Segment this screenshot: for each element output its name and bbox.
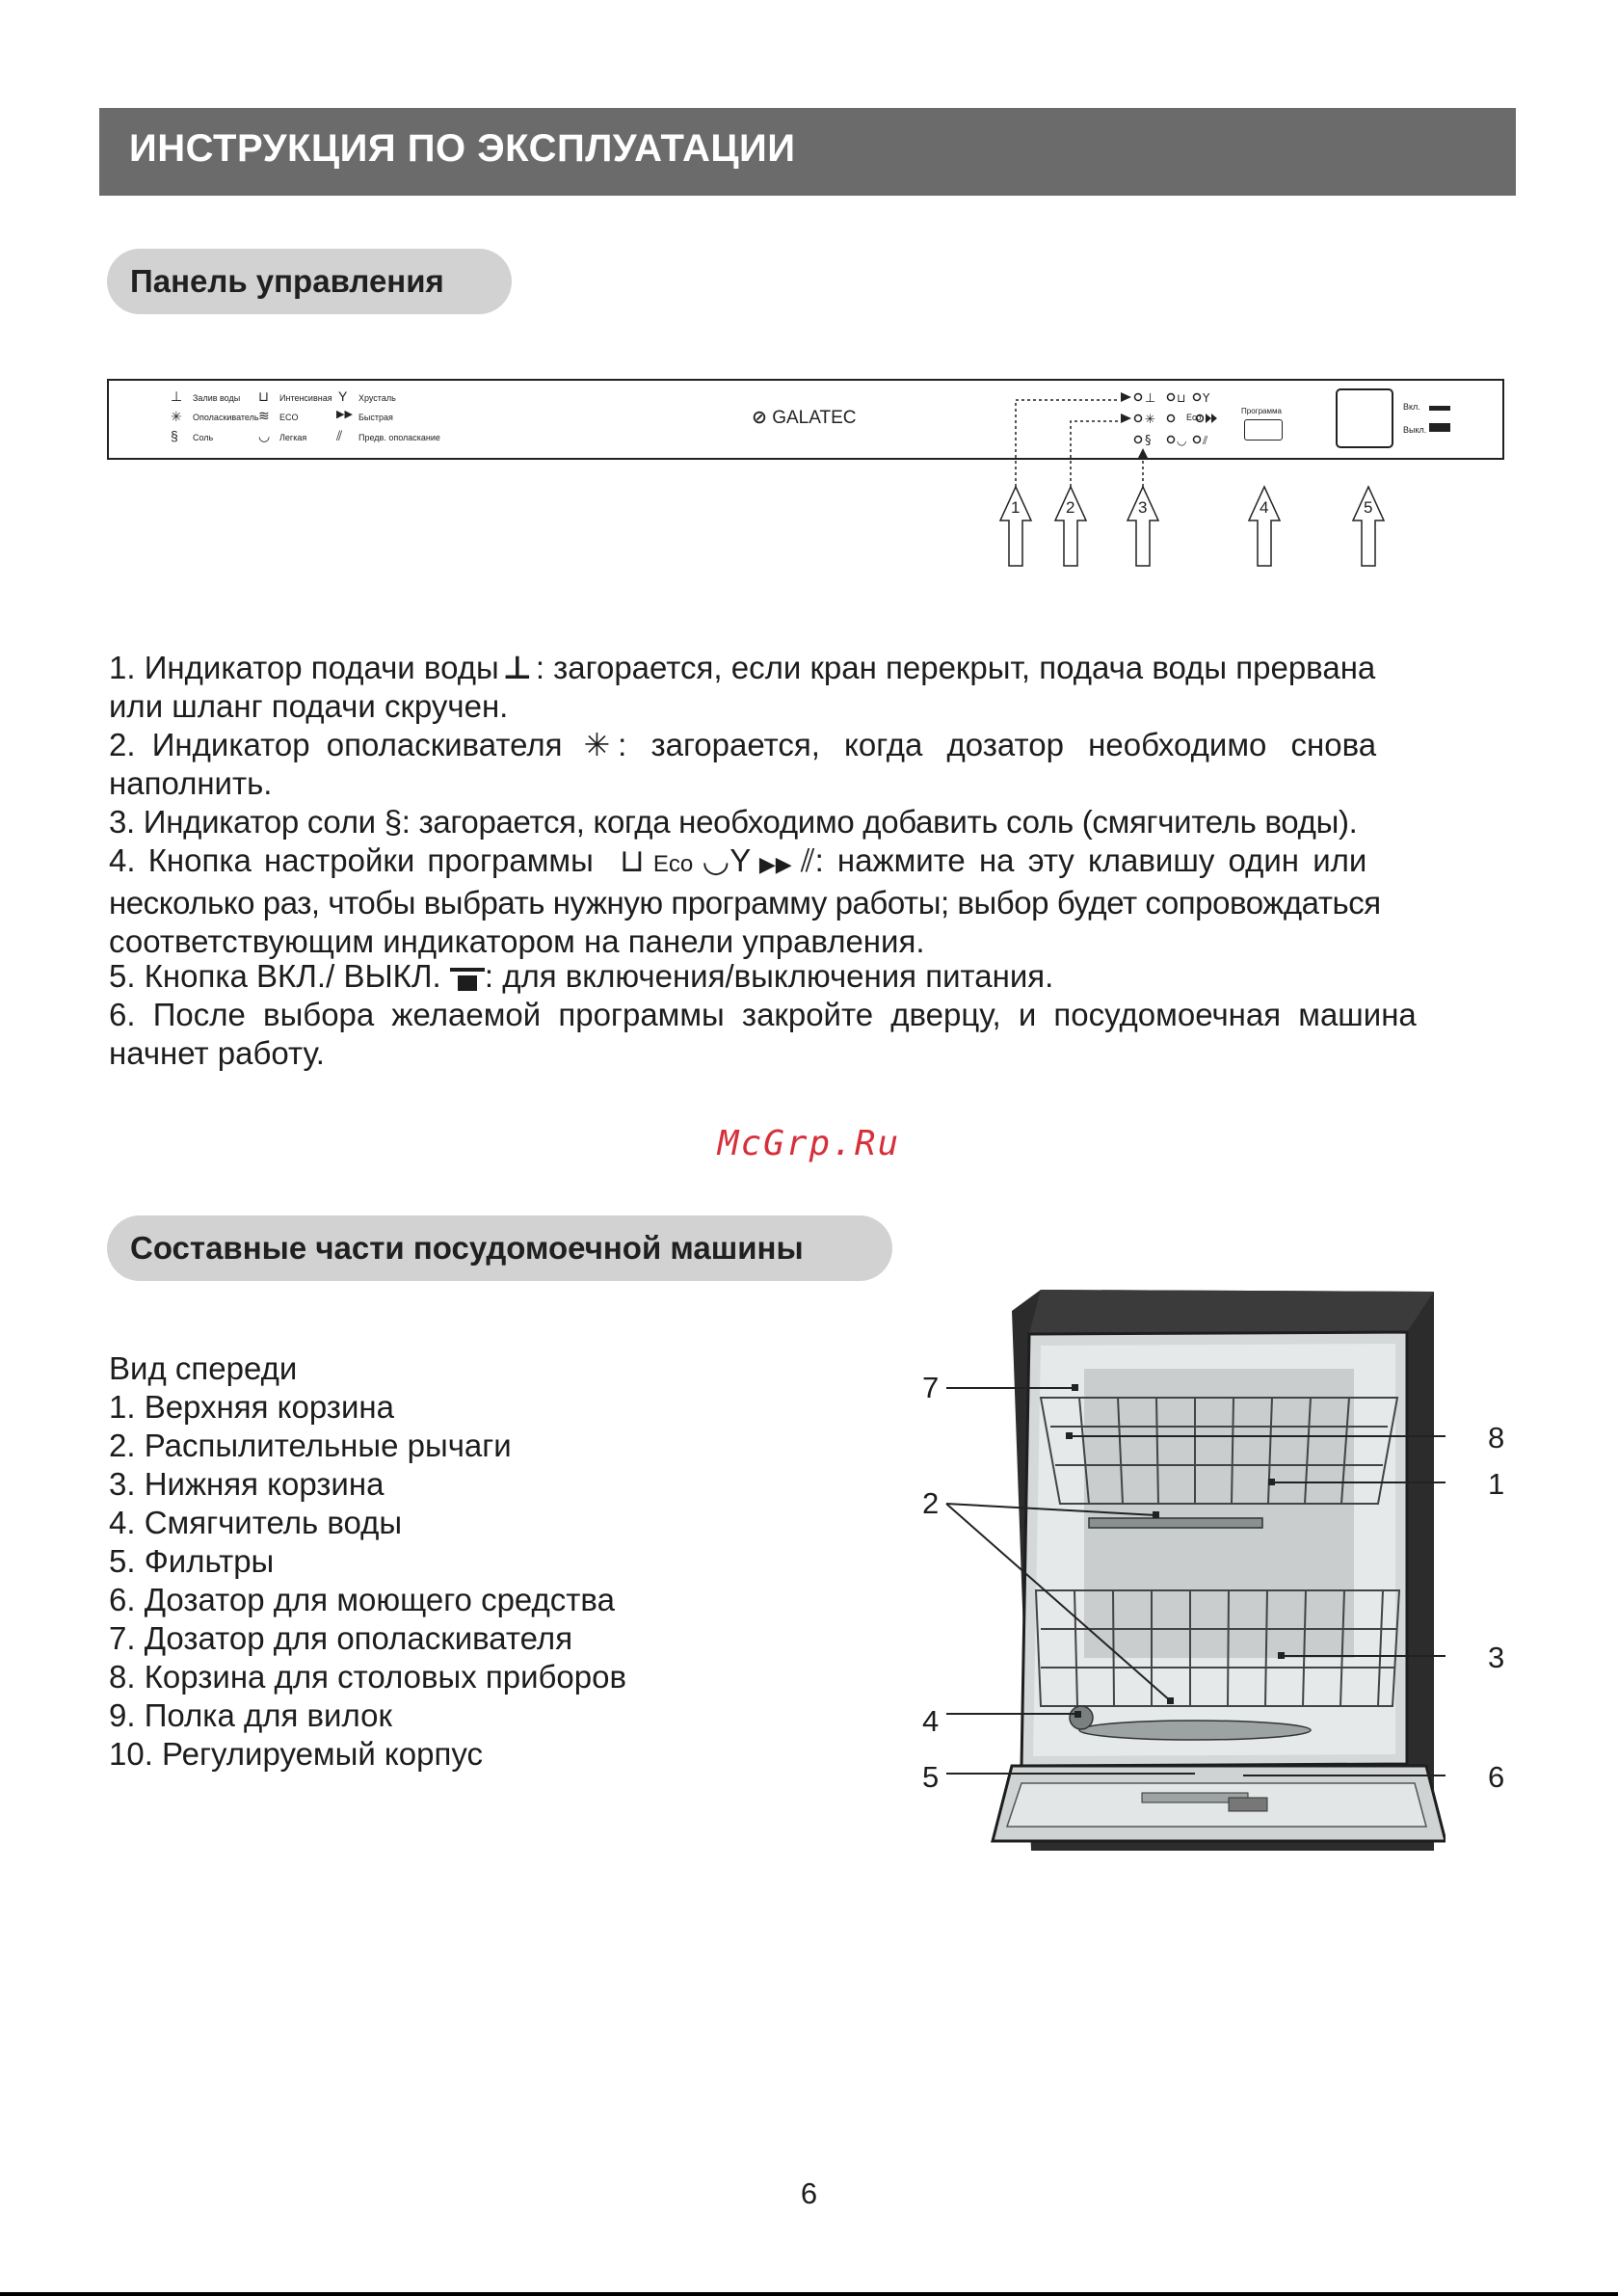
instruction-6-line1: 6. После выбора желаемой программы закройте дверцу, и посудомоечная машина xyxy=(109,997,1417,1032)
svg-text:§: § xyxy=(1145,434,1152,448)
instruction-1-text: : загорается, если кран перекрыт, подача воды прервана xyxy=(535,650,1376,685)
light-bowl-icon: ◡ xyxy=(258,428,271,443)
callout-2: 2 xyxy=(922,1486,940,1520)
fast-icon: ▶▶ xyxy=(336,409,353,420)
svg-text:Y: Y xyxy=(1203,391,1210,405)
eco-label: Eco xyxy=(652,851,694,877)
salt-indicator-icon: § xyxy=(384,804,402,840)
list-item: 9. Полка для вилок xyxy=(109,1697,392,1733)
legend-label-eco: ECO xyxy=(279,413,299,422)
callout-7: 7 xyxy=(922,1371,940,1404)
water-tap-icon: ⊥ xyxy=(502,650,532,685)
program-label: Программа xyxy=(1241,407,1282,415)
legend-label-intensive: Интенсивная xyxy=(279,393,332,403)
svg-text:✳: ✳ xyxy=(1145,413,1155,427)
glass-icon: Y xyxy=(338,388,348,404)
instruction-5-lead: 5. Кнопка ВКЛ./ ВЫКЛ. xyxy=(109,958,441,994)
instruction-5 xyxy=(109,957,1516,996)
section-title-parts: Составные части посудомоечной машины xyxy=(107,1215,892,1281)
glass-icon: Y xyxy=(729,842,751,878)
page-number: 6 xyxy=(800,2176,818,2210)
list-item: 5. Фильтры xyxy=(109,1543,275,1579)
callout-4: 4 xyxy=(922,1704,940,1738)
light-bowl-icon: ◡ xyxy=(702,842,730,878)
legend-label-prerinse: Предв. ополаскание xyxy=(358,433,440,442)
on-label: Вкл. xyxy=(1403,402,1420,412)
fast-icon: ▶▶ xyxy=(758,852,792,876)
instruction-3-text: : загорается, когда необходимо добавить соль (смягчитель воды). xyxy=(401,804,1358,840)
instruction-1-lead: 1. Индикатор подачи воды xyxy=(109,650,499,685)
brand-mark-icon: ⊘ xyxy=(752,408,767,428)
list-item: 1. Верхняя корзина xyxy=(109,1389,394,1425)
off-symbol-icon xyxy=(1429,423,1450,432)
brand-name: GALATEC xyxy=(772,408,857,428)
instruction-1 xyxy=(109,649,1506,726)
program-icons xyxy=(620,842,815,878)
legend-label-rinse: Ополаскиватель xyxy=(193,413,259,422)
instruction-6 xyxy=(109,996,1506,1073)
intensive-pot-icon: ⊔ xyxy=(258,388,269,404)
svg-text:⊥: ⊥ xyxy=(1145,391,1156,406)
list-item: 6. Дозатор для моющего средства xyxy=(109,1582,615,1617)
arrow-number-2: 2 xyxy=(1066,498,1075,517)
legend-label-glass: Хрусталь xyxy=(358,393,396,403)
faucet-icon: ⊥ xyxy=(171,388,183,404)
legend-label-salt: Соль xyxy=(193,433,214,442)
instruction-2-lead: 2. Индикатор ополаскивателя xyxy=(109,727,563,762)
rinse-aid-indicator-icon: ✳ xyxy=(583,727,611,762)
bottom-border xyxy=(0,2292,1618,2296)
callout-5: 5 xyxy=(922,1760,940,1794)
page-title: ИНСТРУКЦИЯ ПО ЭКСПЛУАТАЦИИ xyxy=(129,127,796,170)
arrow-number-4: 4 xyxy=(1260,498,1269,517)
instruction-2-continued: наполнить. xyxy=(109,765,273,801)
instruction-4-text: : нажмите на эту клавишу один или xyxy=(814,842,1367,878)
section-title-control-panel: Панель управления xyxy=(107,249,512,314)
parts-list xyxy=(109,1349,626,1774)
list-item: 3. Нижняя корзина xyxy=(109,1466,385,1502)
arrow-number-5: 5 xyxy=(1364,498,1373,517)
list-item: 10. Регулируемый корпус xyxy=(109,1736,483,1772)
rinse-aid-icon: ✳ xyxy=(171,409,182,424)
instruction-4-line2: несколько раз, чтобы выбрать нужную программу работы; выбор будет сопровождаться xyxy=(109,885,1381,921)
arrow-number-3: 3 xyxy=(1138,498,1148,517)
callout-3: 3 xyxy=(1488,1641,1505,1674)
instruction-4 xyxy=(109,841,1516,961)
instruction-3-lead: 3. Индикатор соли xyxy=(109,804,376,840)
instruction-4-lead: 4. Кнопка настройки программы xyxy=(109,842,594,878)
on-symbol-icon xyxy=(1429,406,1450,411)
instruction-1-continued: или шланг подачи скручен. xyxy=(109,688,509,724)
svg-text:⫽: ⫽ xyxy=(1203,434,1208,447)
svg-text:◡: ◡ xyxy=(1177,434,1187,447)
instruction-4-line3: соответствующим индикатором на панели управления. xyxy=(109,923,925,959)
svg-text:⊔: ⊔ xyxy=(1177,391,1186,405)
list-item: 2. Распылительные рычаги xyxy=(109,1428,512,1463)
instruction-2-text: : загорается, когда дозатор необходимо снова xyxy=(618,727,1377,762)
pre-rinse-icon: ⫽ xyxy=(800,842,815,878)
indicator-eco-label: Eco xyxy=(1186,413,1202,422)
callout-6: 6 xyxy=(1488,1760,1505,1794)
off-label: Выкл. xyxy=(1403,425,1427,435)
list-item: 4. Смягчитель воды xyxy=(109,1505,403,1540)
legend-label-water: Залив воды xyxy=(193,393,241,403)
power-symbol-icon xyxy=(450,968,485,989)
instruction-6-line2: начнет работу. xyxy=(109,1035,325,1071)
eco-icon: ≋ xyxy=(258,408,270,423)
panel-callout-arrows xyxy=(993,381,1417,574)
salt-icon: § xyxy=(171,428,178,443)
intensive-pot-icon: ⊔ xyxy=(620,842,645,878)
callout-1: 1 xyxy=(1488,1467,1505,1501)
legend-label-fast: Быстрая xyxy=(358,413,393,422)
instruction-5-text: : для включения/выключения питания. xyxy=(484,958,1054,994)
legend-label-light: Легкая xyxy=(279,433,307,442)
watermark: McGrp.Ru xyxy=(717,1124,901,1163)
list-item: 7. Дозатор для ополаскивателя xyxy=(109,1620,573,1656)
callout-8: 8 xyxy=(1488,1421,1505,1455)
parts-view-title: Вид спереди xyxy=(109,1350,298,1386)
arrow-number-1: 1 xyxy=(1011,498,1021,517)
instruction-3 xyxy=(109,803,1516,841)
pre-rinse-icon: ⫽ xyxy=(336,428,343,443)
brand-logo xyxy=(752,407,856,429)
list-item: 8. Корзина для столовых приборов xyxy=(109,1659,627,1695)
dishwasher-illustration xyxy=(906,1272,1446,1870)
instruction-2 xyxy=(109,726,1506,803)
